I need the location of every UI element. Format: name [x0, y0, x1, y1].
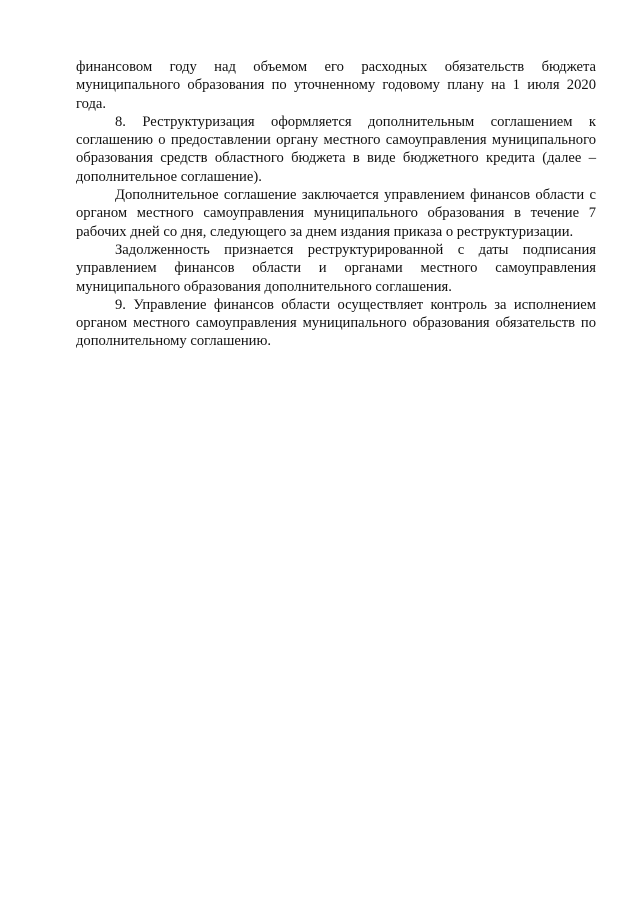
document-page	[76, 58, 596, 351]
paragraph-additional-agreement: Дополнительное соглашение заключается управлением финансов области с органом местного самоуправления муниципального образования в течение 7 рабочих дней со дня, следующего за днем издания приказа о реструктуризации.	[76, 187, 596, 240]
paragraph-debt-restructured: Задолженность признается реструктурированной с даты подписания управлением финансов области и органами местного самоуправления муниципального образования дополнительного соглашения.	[76, 241, 596, 295]
paragraph-item-8: 8. Реструктуризация оформляется дополнительным соглашением к соглашению о предоставлении органу местного самоуправления муниципального образования средств областного бюджета в виде бюджетного кредита (далее – дополнительное соглашение).	[76, 113, 596, 185]
paragraph-item-9: 9. Управление финансов области осуществляет контроль за исполнением органом местного самоуправления муниципального образования обязательств по дополнительному соглашению.	[76, 296, 596, 350]
paragraph-continuation: финансовом году над объемом его расходных обязательств бюджета муниципального образования по уточненному годовому плану на 1 июля 2020 года.	[76, 59, 596, 112]
